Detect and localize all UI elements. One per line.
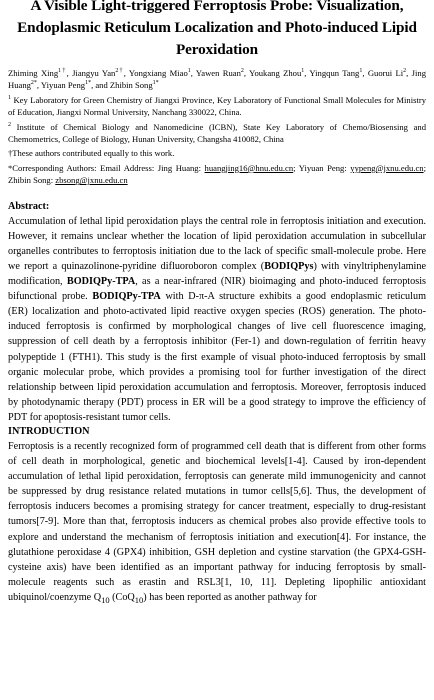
author-mark: 1*	[152, 80, 159, 87]
compound-name: BODIQPys	[264, 260, 314, 272]
email-link-peng[interactable]: yypeng@jxnu.edu.cn	[350, 162, 424, 173]
author: , Yongxiang Miao	[123, 68, 188, 78]
intro-text: Ferroptosis is a recently recognized form of programmed cell death that is different from other forms of cell death in morphological, genetic and biochemical levels[1-4]. Caused by iron-dependent accumulation of lethal lipid peroxidation, ferroptosis can generate mild immunogenicity and cannot be suppressed by drug resistance related mutations in tumor cells[5,6]. Thus, the development of ferroptosis inducers becomes a promising strategy for cancer treatment, especially to drug-resistant tumors[7-9]. More than that, ferroptosis inducers as chemical probes also provide effective tools to explore and understand the mechanism of ferroptosis initiation and execution[4]. For instance, the glutathione peroxidase 4 (GPX4) inhibition, GSH depletion and cystine starvation (the GPX4-GSH-cysteine axis) have been identified as an important pathway for inducing ferroptosis by small-molecule reagents such as erastin and RSL3[1, 10, 11]. Depleting lipophilic antioxidant ubiquinol/coenzyme Q	[8, 440, 426, 603]
abstract-text: with D-π-A structure exhibits a good endoplasmic reticulum (ER) localization and photo-activated lipid reactive oxygen species (ROS) generation. The photo-induced ferroptosis is confirmed by morphological changes of live cell fluorescence imaging, suppression of cell death by a ferroptosis inhibitor (Fer-1) and down-regulation of ferritin heavy polypeptide 1 (FTH1). This study is the first example of visual photo-induced ferroptosis by small organic molecular probe, which provides a promising tool for further investigation of the direct relationship between lipid peroxidation accumulation and ferroptosis. Moreover, ferroptosis induced by photodynamic therapy (PDT) process in ER will be a good strategy to improve the efficiency of PDT for apoptosis-resistant tumor cells.	[8, 291, 426, 423]
introduction-body	[8, 439, 426, 608]
affiliation-text: Key Laboratory for Green Chemistry of Jiangxi Province, Key Laboratory of Functional Small Molecules for Ministry of Education, Jiangxi Normal University, Nanchang 330022, China.	[8, 94, 426, 118]
subscript: 10	[101, 594, 110, 605]
email-link-huang[interactable]: huangjing16@hnu.edu.cn	[204, 162, 294, 173]
introduction-heading: INTRODUCTION	[8, 425, 90, 437]
author: , Jing Huang	[8, 68, 427, 91]
affiliation-2	[8, 121, 426, 146]
author: , and Zhibin Song	[91, 80, 153, 91]
abstract-text: Accumulation of lethal lipid peroxidation plays the central role in ferroptosis initiation and execution. However, it remains unclear whether the location of lipid peroxidation accumulation in subcellular organelles contributes to ferroptosis initiation due to the lack of specific small-molecule probe. Here we report a quinazolinone-pyridine difluoroboron complex (	[8, 215, 426, 272]
affiliation-text: Institute of Chemical Biology and Nanomedicine (ICBN), State Key Laboratory of Chemo/Biosensing and Chemometrics, College of Biology, Hunan University, Changsha 410082, China	[8, 121, 426, 145]
author-mark: 1	[301, 68, 305, 75]
author: , Guorui Li	[362, 68, 404, 78]
intro-text: (CoQ	[109, 591, 135, 603]
corresponding-sep: ; Yiyuan Peng:	[293, 162, 351, 173]
author-mark: 1	[359, 68, 363, 75]
abstract-text: , as a near-infrared (NIR) bioimaging and photo-induced ferroptosis bifunctional probe.	[8, 276, 426, 303]
author: , Yawen Ruan	[190, 68, 241, 78]
author-mark: 1	[187, 68, 191, 75]
title-line: Peroxidation	[175, 41, 259, 58]
affiliation-mark: 1	[8, 94, 11, 101]
author-mark: 2*	[30, 80, 37, 87]
author-mark: 2†	[115, 68, 124, 75]
author: , Jiangyu Yan	[66, 68, 116, 78]
author: , Yingqun Tang	[304, 68, 360, 78]
author-mark: 1*	[85, 80, 92, 87]
email-link-song[interactable]: zbsong@jxnu.edu.cn	[55, 175, 128, 186]
corresponding-authors	[8, 162, 426, 187]
abstract-body	[8, 214, 426, 425]
intro-text: ) has been reported as another pathway for	[143, 591, 317, 603]
author-mark: 2	[240, 68, 244, 75]
equal-contribution-note: †These authors contributed equally to this work.	[8, 148, 175, 159]
paper-title	[4, 0, 430, 61]
compound-name: BODIQPy-TPA	[92, 291, 161, 303]
affiliation-1	[8, 94, 426, 119]
corresponding-sep: ; Zhibin Song:	[8, 162, 426, 186]
affiliation-mark: 2	[8, 121, 11, 128]
author: Zhiming Xing	[8, 68, 59, 78]
abstract-heading: Abstract:	[8, 200, 50, 212]
author-list	[8, 67, 426, 92]
abstract-text: ) with vinyltriphenylamine modification,	[8, 260, 427, 288]
author-mark: 1†	[58, 68, 67, 75]
corresponding-prefix: *Corresponding Authors: Email Address: Jing Huang:	[8, 162, 205, 173]
title-line: Endoplasmic Reticulum Localization and Photo-induced Lipid	[17, 19, 417, 36]
title-line: A Visible Light-triggered Ferroptosis Probe: Visualization,	[30, 0, 404, 14]
author: , Youkang Zhou	[243, 68, 302, 78]
author: , Yiyuan Peng	[36, 80, 86, 91]
compound-name: BODIQPy-TPA	[66, 276, 136, 288]
subscript: 10	[134, 594, 144, 605]
author-mark: 2	[403, 68, 407, 75]
